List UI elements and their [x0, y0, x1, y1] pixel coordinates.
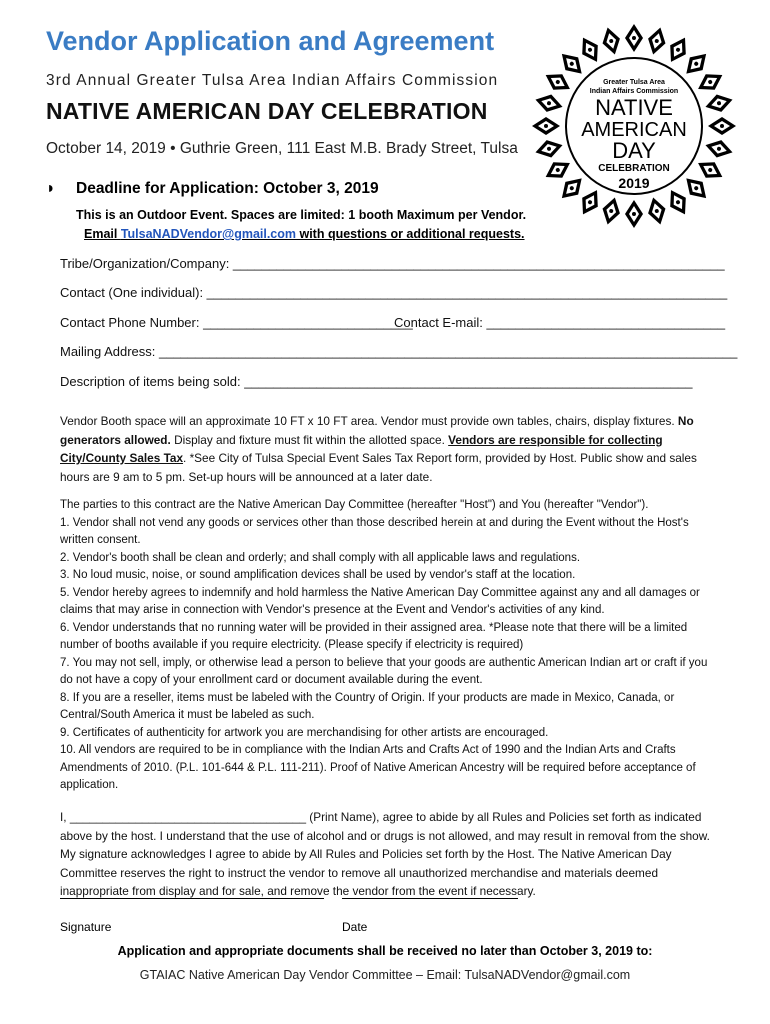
- term-item: 6. Vendor understands that no running water will be provided in their assigned area. *Please note that there will be a limited number of booths available if you require electricity. (Please specify if electricity is required): [60, 621, 688, 651]
- sales-tax-text: Vendors are responsible for collecting City/County Sales Tax: [60, 432, 663, 465]
- agreement-paragraph: I, ____________________________________ (Print Name), agree to abide by all Rules and Policies set forth as indicated above by the host. I understand that the use of alcohol and or drugs is not allowed, and may result in removal from the show. My signature acknowledges I agree to abide by All Rules and Policies set forth by the Host. The Native American Day Committee reserves the right to instruct the vendor to remove all unauthorized merchandise and materials deemed inappropriate from display and for sale, and remove the vendor from the event if necessary.: [60, 810, 710, 898]
- phone-field[interactable]: Contact Phone Number: _____________________________: [60, 315, 413, 330]
- date-line[interactable]: [342, 898, 518, 899]
- seal-diamond-icon: [708, 117, 736, 135]
- org-field[interactable]: Tribe/Organization/Company: ____________________________________________________________________: [60, 256, 725, 271]
- booth-info-paragraph: [60, 412, 716, 486]
- deadline-bullet-icon: ◗: [46, 180, 56, 197]
- seal-diamond-icon: [663, 186, 693, 219]
- deadline-text: Deadline for Application: October 3, 2019: [76, 180, 379, 197]
- booth-text-3: . *See City of Tulsa Special Event Sales Tax Report form, provided by Host. Public show and sales hours are 9 am to 5 pm. Set-up hours will be announced at a later date.: [60, 451, 697, 484]
- seal-diamond-icon: [599, 25, 624, 57]
- term-item: 9. Certificates of authenticity for artwork you are merchandising for other artists are encouraged.: [60, 726, 549, 739]
- seal-diamond-icon: [599, 195, 624, 227]
- term-item: 1. Vendor shall not vend any goods or services other than those described herein at and during the Event without the Host's written consent.: [60, 516, 689, 546]
- page-title: Vendor Application and Agreement: [46, 26, 495, 56]
- mailing-address-field[interactable]: Mailing Address: ________________________________________________________________________________: [60, 344, 738, 359]
- email-suffix: with questions or additional requests.: [296, 227, 525, 241]
- seal-american: AMERICAN: [581, 119, 687, 141]
- seal-diamond-icon: [575, 186, 605, 219]
- seal-diamond-icon: [625, 200, 643, 228]
- seal-diamond-icon: [541, 67, 574, 97]
- seal-org-line2: Indian Affairs Commission: [589, 88, 679, 95]
- submission-deadline: Application and appropriate documents shall be received no later than October 3, 2019 to:: [117, 944, 653, 958]
- contact-email-link[interactable]: TulsaNADVendor@gmail.com: [120, 227, 297, 241]
- seal-diamond-icon: [541, 155, 574, 185]
- subtitle: 3rd Annual Greater Tulsa Area Indian Affairs Commission: [46, 72, 499, 89]
- email-notice: [84, 227, 525, 241]
- event-date-location: October 14, 2019 • Guthrie Green, 111 East M.B. Brady Street, Tulsa: [46, 140, 518, 157]
- term-item: 2. Vendor's booth shall be clean and orderly; and shall comply with all applicable laws and regulations.: [60, 551, 581, 564]
- seal-org-line1: Greater Tulsa Area: [603, 79, 665, 86]
- term-item: 5. Vendor hereby agrees to indemnify and hold harmless the Native American Day Committee against any and all damages or claims that may arise in connection with Vendor's presence at the Event and Vendor's activities of any kind.: [60, 586, 700, 616]
- contact-name-field[interactable]: Contact (One individual): ________________________________________________________________________: [60, 285, 728, 300]
- seal-diamond-icon: [575, 33, 605, 66]
- seal-diamond-icon: [533, 136, 565, 161]
- seal-diamond-icon: [533, 91, 565, 116]
- seal-diamond-icon: [663, 33, 693, 66]
- booth-text-2: Display and fixture must fit within the allotted space.: [170, 432, 449, 447]
- outdoor-notice: This is an Outdoor Event. Spaces are limited: 1 booth Maximum per Vendor.: [76, 208, 527, 222]
- seal-native: NATIVE: [595, 95, 673, 120]
- signature-label: Signature: [60, 920, 112, 934]
- seal-year: 2019: [618, 175, 650, 191]
- terms-list: [60, 497, 716, 795]
- term-item: 3. No loud music, noise, or sound amplification devices shall be used by vendor's staff at the location.: [60, 569, 576, 581]
- term-item: 7. You may not sell, imply, or otherwise lead a person to believe that your goods are authentic American Indian art or craft if you do not have a copy of your enrollment card or document available during the event.: [60, 656, 708, 686]
- date-label: Date: [342, 920, 368, 934]
- signature-line[interactable]: [60, 898, 324, 899]
- terms-intro: The parties to this contract are the Native American Day Committee (hereafter "Host") and You (hereafter "Vendor").: [60, 499, 649, 511]
- items-description-field[interactable]: Description of items being sold: ______________________________________________________________: [60, 374, 693, 389]
- term-item: 10. All vendors are required to be in compliance with the Indian Arts and Crafts Act of 1990 and the Indian Arts and Crafts Amendments of 2010. (P.L. 101-644 & P.L. 111-211). Proof of Native American Ancestry will be required before acceptance of application.: [60, 744, 696, 791]
- seal-diamond-icon: [694, 67, 727, 97]
- booth-text-1: Vendor Booth space will an approximate 10 FT x 10 FT area. Vendor must provide own tables, chairs, display fixtures.: [60, 414, 678, 428]
- committee-contact: GTAIAC Native American Day Vendor Committee – Email: TulsaNADVendor@gmail.com: [139, 968, 631, 982]
- seal-celebration: CELEBRATION: [598, 163, 670, 174]
- event-seal-logo: [526, 18, 742, 234]
- contact-email-field[interactable]: Contact E-mail: _________________________________: [394, 315, 726, 330]
- seal-diamond-icon: [703, 91, 735, 116]
- event-name: NATIVE AMERICAN DAY CELEBRATION: [46, 98, 488, 124]
- term-item: 8. If you are a reseller, items must be labeled with the Country of Origin. If your products are made in Mexico, Canada, or Central/South America it must be labeled as such.: [60, 691, 675, 721]
- seal-diamond-icon: [625, 24, 643, 52]
- seal-day: DAY: [612, 138, 656, 163]
- seal-diamond-icon: [532, 117, 560, 135]
- seal-diamond-icon: [703, 136, 735, 161]
- seal-diamond-icon: [644, 25, 669, 57]
- seal-diamond-icon: [694, 155, 727, 185]
- email-prefix: Email: [84, 227, 121, 241]
- seal-diamond-icon: [644, 195, 669, 227]
- no-generators-text: No generators allowed.: [60, 414, 694, 447]
